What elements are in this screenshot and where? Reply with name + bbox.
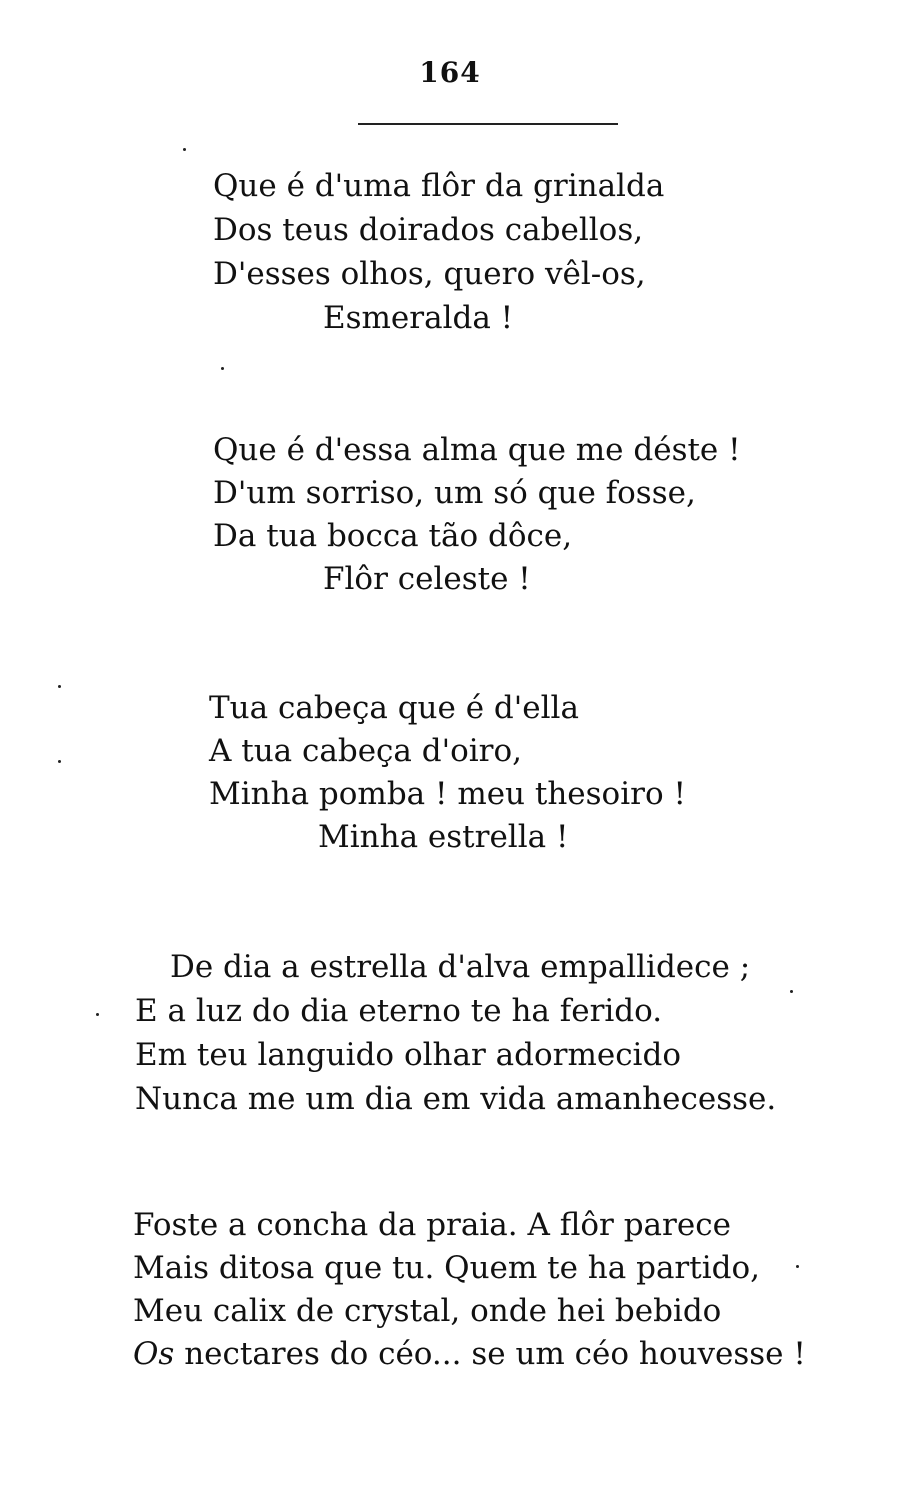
scan-speck <box>796 1265 799 1268</box>
verse-line: Da tua bocca tão dôce, <box>213 518 573 554</box>
verse-line: Flôr celeste ! <box>323 561 531 597</box>
header-rule <box>358 123 618 125</box>
scan-speck <box>183 148 186 151</box>
verse-line: D'um sorriso, um só que fosse, <box>213 475 696 511</box>
verse-line-last <box>133 1336 806 1372</box>
verse-line: A tua cabeça d'oiro, <box>209 733 523 769</box>
verse-line: Minha estrella ! <box>318 819 569 855</box>
verse-line: Que é d'essa alma que me déste ! <box>213 432 741 468</box>
page-number: 164 <box>419 56 481 89</box>
verse-line: D'esses olhos, quero vêl-os, <box>213 256 646 292</box>
verse-line: Que é d'uma flôr da grinalda <box>213 168 665 204</box>
italic-word: Os <box>133 1336 175 1372</box>
verse-line: Esmeralda ! <box>323 300 514 336</box>
verse-line: E a luz do dia eterno te ha ferido. <box>135 993 663 1029</box>
verse-line: De dia a estrella d'alva empallidece ; <box>170 949 751 985</box>
scan-speck <box>221 367 224 370</box>
scan-speck <box>96 1013 99 1016</box>
verse-line: Dos teus doirados cabellos, <box>213 212 644 248</box>
verse-line: Tua cabeça que é d'ella <box>209 690 579 726</box>
verse-line: Foste a concha da praia. A flôr parece <box>133 1207 731 1243</box>
scan-speck <box>790 990 793 993</box>
verse-line: Meu calix de crystal, onde hei bebido <box>133 1293 722 1329</box>
verse-line: Nunca me um dia em vida amanhecesse. <box>135 1081 777 1117</box>
verse-line: Minha pomba ! meu thesoiro ! <box>209 776 686 812</box>
verse-line-rest: nectares do céo... se um céo houvesse ! <box>184 1336 806 1372</box>
verse-line: Mais ditosa que tu. Quem te ha partido, <box>133 1250 760 1286</box>
scan-speck <box>58 760 61 763</box>
verse-line: Em teu languido olhar adormecido <box>135 1037 681 1073</box>
scan-speck <box>58 685 61 688</box>
